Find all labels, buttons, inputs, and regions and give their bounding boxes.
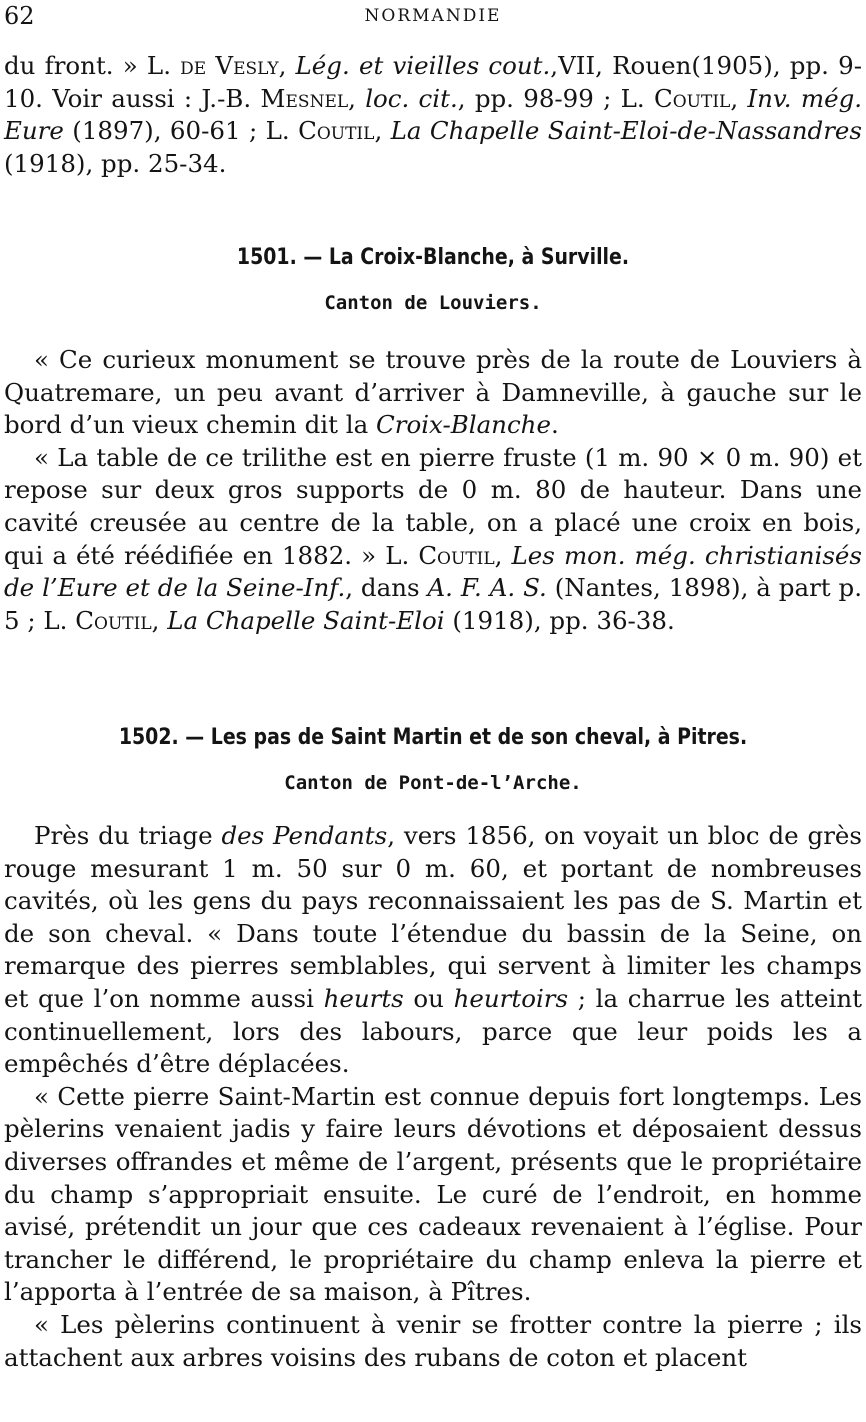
work-title: Les mon. még. christianisés de l’Eure et de la Seine-Inf. [4, 540, 862, 603]
work-title: A. F. A. S. [427, 573, 547, 603]
text-span: , [151, 605, 168, 635]
text-span: (1918), pp. 25-34. [4, 148, 227, 178]
work-title: loc. cit. [365, 83, 458, 113]
text-span: (1918), pp. 36-38. [444, 605, 675, 635]
page-number: 62 [4, 2, 35, 30]
term: heurts [323, 983, 404, 1013]
text-span: (1897), 60-61 ; L. [63, 116, 299, 146]
place-name: Croix-Blanche [376, 410, 551, 440]
paragraph [4, 344, 862, 442]
text-span: , [348, 83, 366, 113]
continuation-paragraph [4, 50, 862, 180]
text-span: du front. » L. [4, 51, 181, 80]
paragraph: « Les pèlerins continuent à venir se frotter contre la pierre ; ils attachent aux arbres voisins des rubans de coton et placent [4, 1309, 862, 1372]
text-span: , pp. 98-99 ; L. [457, 83, 654, 113]
text-span: ou [403, 983, 454, 1013]
author-name: de Vesly [180, 51, 279, 80]
entry-body-1501 [4, 344, 862, 637]
author-name: Mesnel [260, 83, 349, 113]
text-span: , vers 1856, on voyait un bloc de grès rouge mesurant 1 m. 50 sur 0 m. 60, et portant de nombreuses cavités, où les gens du pays reconnaissaient les pas de S. Martin et de son cheval. « Dans toute l’étendue du bassin de la Seine, on remarque des pierres semblables, qui servent à limiter les champs et que l’on nomme aussi [4, 821, 862, 1013]
author-name: Coutil [298, 116, 375, 146]
text-span: Près du triage [34, 821, 222, 850]
author-name: Coutil [75, 605, 152, 635]
term: heurtoirs [453, 983, 569, 1013]
text-span: , [730, 83, 748, 113]
text-span: (Nantes, 1898), à part p. 5 ; L. [4, 573, 863, 635]
paragraph [4, 820, 862, 1081]
text-span: ,VII, Rouen(1905), pp. 9-10. Voir aussi : J.-B. [4, 51, 862, 113]
text-span: , [278, 51, 296, 80]
page-header [0, 0, 866, 34]
canton-heading-1502: Canton de Pont-de-l’Arche. [284, 772, 582, 794]
text-span: . [550, 410, 559, 440]
entry-body-1502 [4, 820, 862, 1374]
entry-heading-1501: 1501. — La Croix-Blanche, à Surville. [236, 245, 630, 270]
text-span: « La table de ce trilithe est en pierre fruste (1 m. 90 × 0 m. 90) et repose sur deux gros supports de 0 m. 80 de hauteur. Dans une cavité creusée au centre de la table, on a placé une croix en bois, qui a été réédifiée en 1882. » L. [4, 442, 862, 570]
entry-heading-1502: 1502. — Les pas de Saint Martin et de son cheval, à Pitres. [118, 725, 748, 750]
running-title: NORMANDIE [364, 6, 502, 26]
text-span: « Ce curieux monument se trouve près de la route de Louviers à Quatremare, un peu avant d’arriver à Damneville, à gauche sur le bord d’un vieux chemin dit la [4, 345, 862, 440]
paragraph [4, 442, 862, 638]
work-title: La Chapelle Saint-Eloi [167, 605, 445, 635]
work-title: Lég. et vieilles cout. [295, 51, 551, 80]
author-name: Coutil [653, 83, 731, 113]
text-span: , [374, 116, 391, 146]
paragraph: « Cette pierre Saint-Martin est connue depuis fort longtemps. Les pèlerins venaient jadis y faire leurs dévotions et déposaient dessus diverses offrandes et même de l’argent, présents que le propriétaire du champ s’appropriait ensuite. Le curé de l’endroit, en homme avisé, prétendit un jour que ces cadeaux revenaient à l’église. Pour trancher le différend, le propriétaire du champ enleva la pierre et l’apporta à l’entrée de sa maison, à Pîtres. [4, 1081, 862, 1307]
place-name: des Pendants [221, 821, 388, 850]
text-span: ; la charrue les atteint continuellement, lors des labours, parce que leur poids les a empêchés d’être déplacées. [4, 983, 862, 1079]
text-span: , [494, 540, 512, 570]
work-title: La Chapelle Saint-Eloi-de-Nassandres [390, 116, 863, 146]
canton-heading-1501: Canton de Louviers. [324, 292, 542, 314]
text-span: , dans [345, 573, 428, 603]
author-name: Coutil [418, 540, 495, 570]
work-title: Inv. még. Eure [4, 83, 863, 146]
